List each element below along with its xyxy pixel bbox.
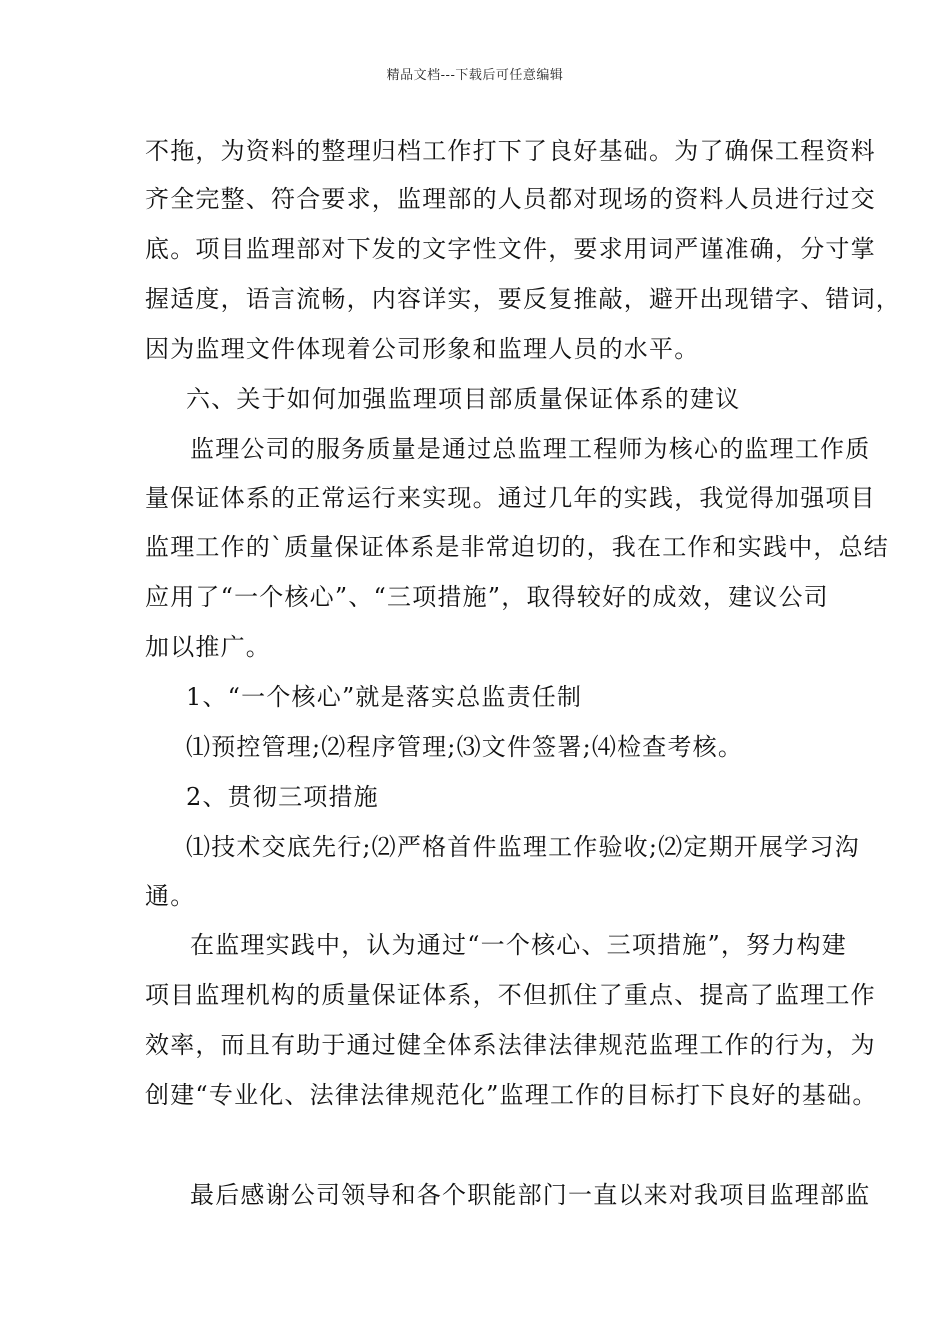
paragraph-line: 通。 <box>145 882 196 910</box>
list-item: ⑴技术交底先行;⑵严格首件监理工作验收;⑵定期开展学习沟 <box>186 833 860 861</box>
paragraph-line: 不拖，为资料的整理归档工作打下了良好基础。为了确保工程资料 <box>145 137 876 165</box>
paragraph-line: 底。项目监理部对下发的文字性文件，要求用词严谨准确，分寸掌 <box>145 235 876 263</box>
paragraph-line: 应用了“一个核心”、“三项措施”，取得较好的成效，建议公司 <box>145 583 829 611</box>
list-item: ⑴预控管理;⑵程序管理;⑶文件签署;⑷检查考核。 <box>186 733 744 761</box>
paragraph-line: 在监理实践中，认为通过“一个核心、三项措施”，努力构建 <box>190 931 847 959</box>
paragraph-line: 最后感谢公司领导和各个职能部门一直以来对我项目监理部监 <box>190 1181 871 1209</box>
subsection-heading: 1、“一个核心”就是落实总监责任制 <box>186 683 583 711</box>
paragraph-line: 项目监理机构的质量保证体系，不但抓住了重点、提高了监理工作 <box>145 981 876 1009</box>
page-header: 精品文档---下载后可任意编辑 <box>386 68 564 83</box>
paragraph-line: 量保证体系的正常运行来实现。通过几年的实践，我觉得加强项目 <box>145 484 876 512</box>
paragraph-line: 监理公司的服务质量是通过总监理工程师为核心的监理工作质 <box>190 435 871 463</box>
paragraph-line: 齐全完整、符合要求，监理部的人员都对现场的资料人员进行过交 <box>145 185 876 213</box>
paragraph-line: 效率，而且有助于通过健全体系法律法律规范监理工作的行为，为 <box>145 1031 876 1059</box>
paragraph-line: 握适度，语言流畅，内容详实，要反复推敲，避开出现错字、错词， <box>145 285 901 313</box>
paragraph-line: 监理工作的`质量保证体系是非常迫切的，我在工作和实践中，总结 <box>145 533 889 561</box>
paragraph-line: 创建“专业化、法律法律规范化”监理工作的目标打下良好的基础。 <box>145 1081 878 1109</box>
section-heading: 六、关于如何加强监理项目部质量保证体系的建议 <box>186 385 741 413</box>
subsection-heading: 2、贯彻三项措施 <box>186 783 379 811</box>
paragraph-line: 加以推广。 <box>145 633 271 661</box>
paragraph-line: 因为监理文件体现着公司形象和监理人员的水平。 <box>145 335 700 363</box>
